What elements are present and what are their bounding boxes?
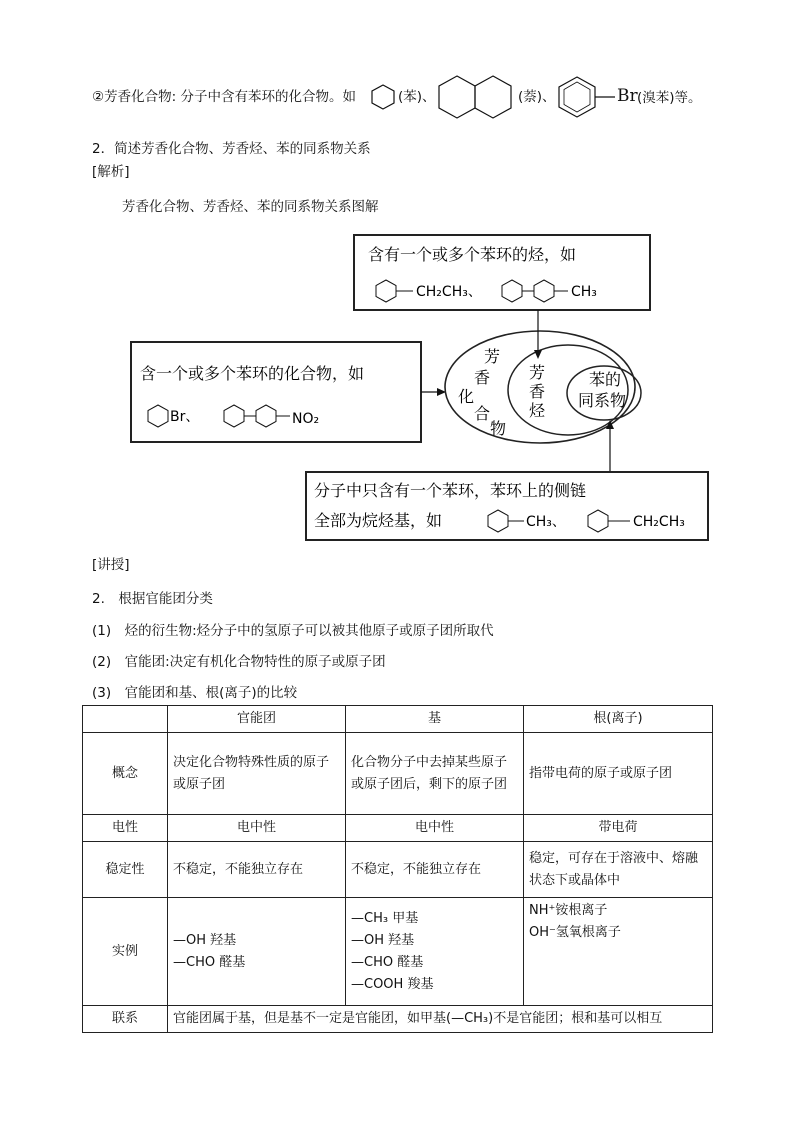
section-2-heading: 2. 根据官能团分类 xyxy=(92,591,213,607)
bromobenzene-label: (溴苯)等。 xyxy=(637,90,702,106)
point-2: (2) 官能团:决定有机化合物特性的原子或原子团 xyxy=(92,654,386,670)
outer-char-3: 化 xyxy=(458,387,475,406)
top-box-text: 含有一个或多个苯环的烃，如 xyxy=(368,245,577,264)
left-box xyxy=(131,342,421,442)
example-item: —OH 羟基 xyxy=(351,932,415,948)
table-row-concept xyxy=(83,733,713,815)
naphthalene-label: (萘)、 xyxy=(518,89,556,105)
bottom-formula-1: CH₃、 xyxy=(526,514,566,530)
analysis-tag: [解析] xyxy=(92,164,130,180)
header-cell-functional-group: 官能团 xyxy=(168,706,346,733)
line-aromatic-compound xyxy=(92,88,356,106)
top-formula-1: CH₂CH₃、 xyxy=(416,284,482,300)
row-label: 联系 xyxy=(83,1006,168,1033)
point-1: (1) 烃的衍生物:烃分子中的氢原子可以被其他原子或原子团所取代 xyxy=(92,623,494,639)
question-2: 2．简述芳香化合物、芳香烃、苯的同系物关系 xyxy=(92,141,371,157)
example-item: NH⁺铵根离子 xyxy=(529,903,608,918)
bottom-formula-2: CH₂CH₃ xyxy=(633,514,685,530)
bromobenzene-structure-icon xyxy=(555,74,617,120)
example-item: —CH₃ 甲基 xyxy=(351,910,419,926)
table-header-row xyxy=(83,706,713,733)
example-item: —OH 羟基 xyxy=(173,932,237,948)
cell-relation: 官能团属于基，但是基不一定是官能团，如甲基(—CH₃)不是官能团；根和基可以相互 xyxy=(168,1006,713,1033)
example-item: —CHO 醛基 xyxy=(351,954,424,970)
table-row-examples xyxy=(83,898,713,1006)
header-cell-empty xyxy=(83,706,168,733)
cell-charge-ion: 带电荷 xyxy=(524,815,713,842)
table-row-charge xyxy=(83,815,713,842)
example-item: OH⁻氢氧根离子 xyxy=(529,925,621,940)
inner-line-2: 同系物 xyxy=(578,391,627,410)
relationship-diagram xyxy=(128,230,712,548)
lecture-tag: [讲授] xyxy=(92,557,130,573)
cell-concept-group: 化合物分子中去掉某些原子或原子团后，剩下的原子团 xyxy=(346,733,524,815)
outer-char-2: 香 xyxy=(474,368,491,387)
cell-concept-ion: 指带电荷的原子或原子团 xyxy=(524,733,713,815)
header-cell-ion: 根(离子) xyxy=(524,706,713,733)
outer-char-1: 芳 xyxy=(484,347,501,366)
left-box-text: 含一个或多个苯环的化合物，如 xyxy=(140,364,365,383)
row-label: 电性 xyxy=(83,815,168,842)
row-label: 概念 xyxy=(83,733,168,815)
cell-examples-ion xyxy=(524,898,713,1006)
outer-char-4: 合 xyxy=(474,404,491,423)
line1-prefix: ②芳香化合物: 分子中含有苯环的化合物。如 xyxy=(92,89,356,105)
row-label: 稳定性 xyxy=(83,842,168,898)
bottom-box-line-1: 分子中只含有一个苯环，苯环上的侧链 xyxy=(314,481,587,500)
point-3: (3) 官能团和基、根(离子)的比较 xyxy=(92,685,298,701)
cell-examples-fg xyxy=(168,898,346,1006)
top-formula-2: CH₃ xyxy=(571,284,597,300)
cell-charge-group: 电中性 xyxy=(346,815,524,842)
example-item: —CHO 醛基 xyxy=(173,954,246,970)
cell-stability-fg: 不稳定，不能独立存在 xyxy=(168,842,346,898)
cell-stability-ion: 稳定，可存在于溶液中、熔融状态下或晶体中 xyxy=(524,842,713,898)
inner-line-1: 苯的 xyxy=(589,370,622,389)
cell-concept-fg: 决定化合物特殊性质的原子或原子团 xyxy=(168,733,346,815)
table-row-relation xyxy=(83,1006,713,1033)
table-row-stability xyxy=(83,842,713,898)
diagram-title: 芳香化合物、芳香烃、苯的同系物关系图解 xyxy=(122,199,379,215)
cell-examples-group xyxy=(346,898,524,1006)
left-formula-2: NO₂ xyxy=(292,411,320,427)
benzene-structure-icon xyxy=(368,82,398,112)
arrow-down-icon xyxy=(534,350,542,359)
row-label: 实例 xyxy=(83,898,168,1006)
example-item: —COOH 羧基 xyxy=(351,976,434,992)
cell-stability-group: 不稳定，不能独立存在 xyxy=(346,842,524,898)
naphthalene-structure-icon xyxy=(435,72,517,122)
comparison-table xyxy=(82,705,713,1033)
header-cell-group: 基 xyxy=(346,706,524,733)
benzene-label: (苯)、 xyxy=(398,89,436,105)
middle-char-3: 烃 xyxy=(529,401,546,420)
middle-char-2: 香 xyxy=(529,382,546,401)
bromobenzene-br: Br xyxy=(617,86,638,106)
bottom-box-line-2: 全部为烷烃基，如 xyxy=(314,511,443,530)
cell-charge-fg: 电中性 xyxy=(168,815,346,842)
left-formula-1: Br、 xyxy=(170,409,200,425)
outer-char-5: 物 xyxy=(490,419,507,438)
middle-char-1: 芳 xyxy=(529,363,546,382)
